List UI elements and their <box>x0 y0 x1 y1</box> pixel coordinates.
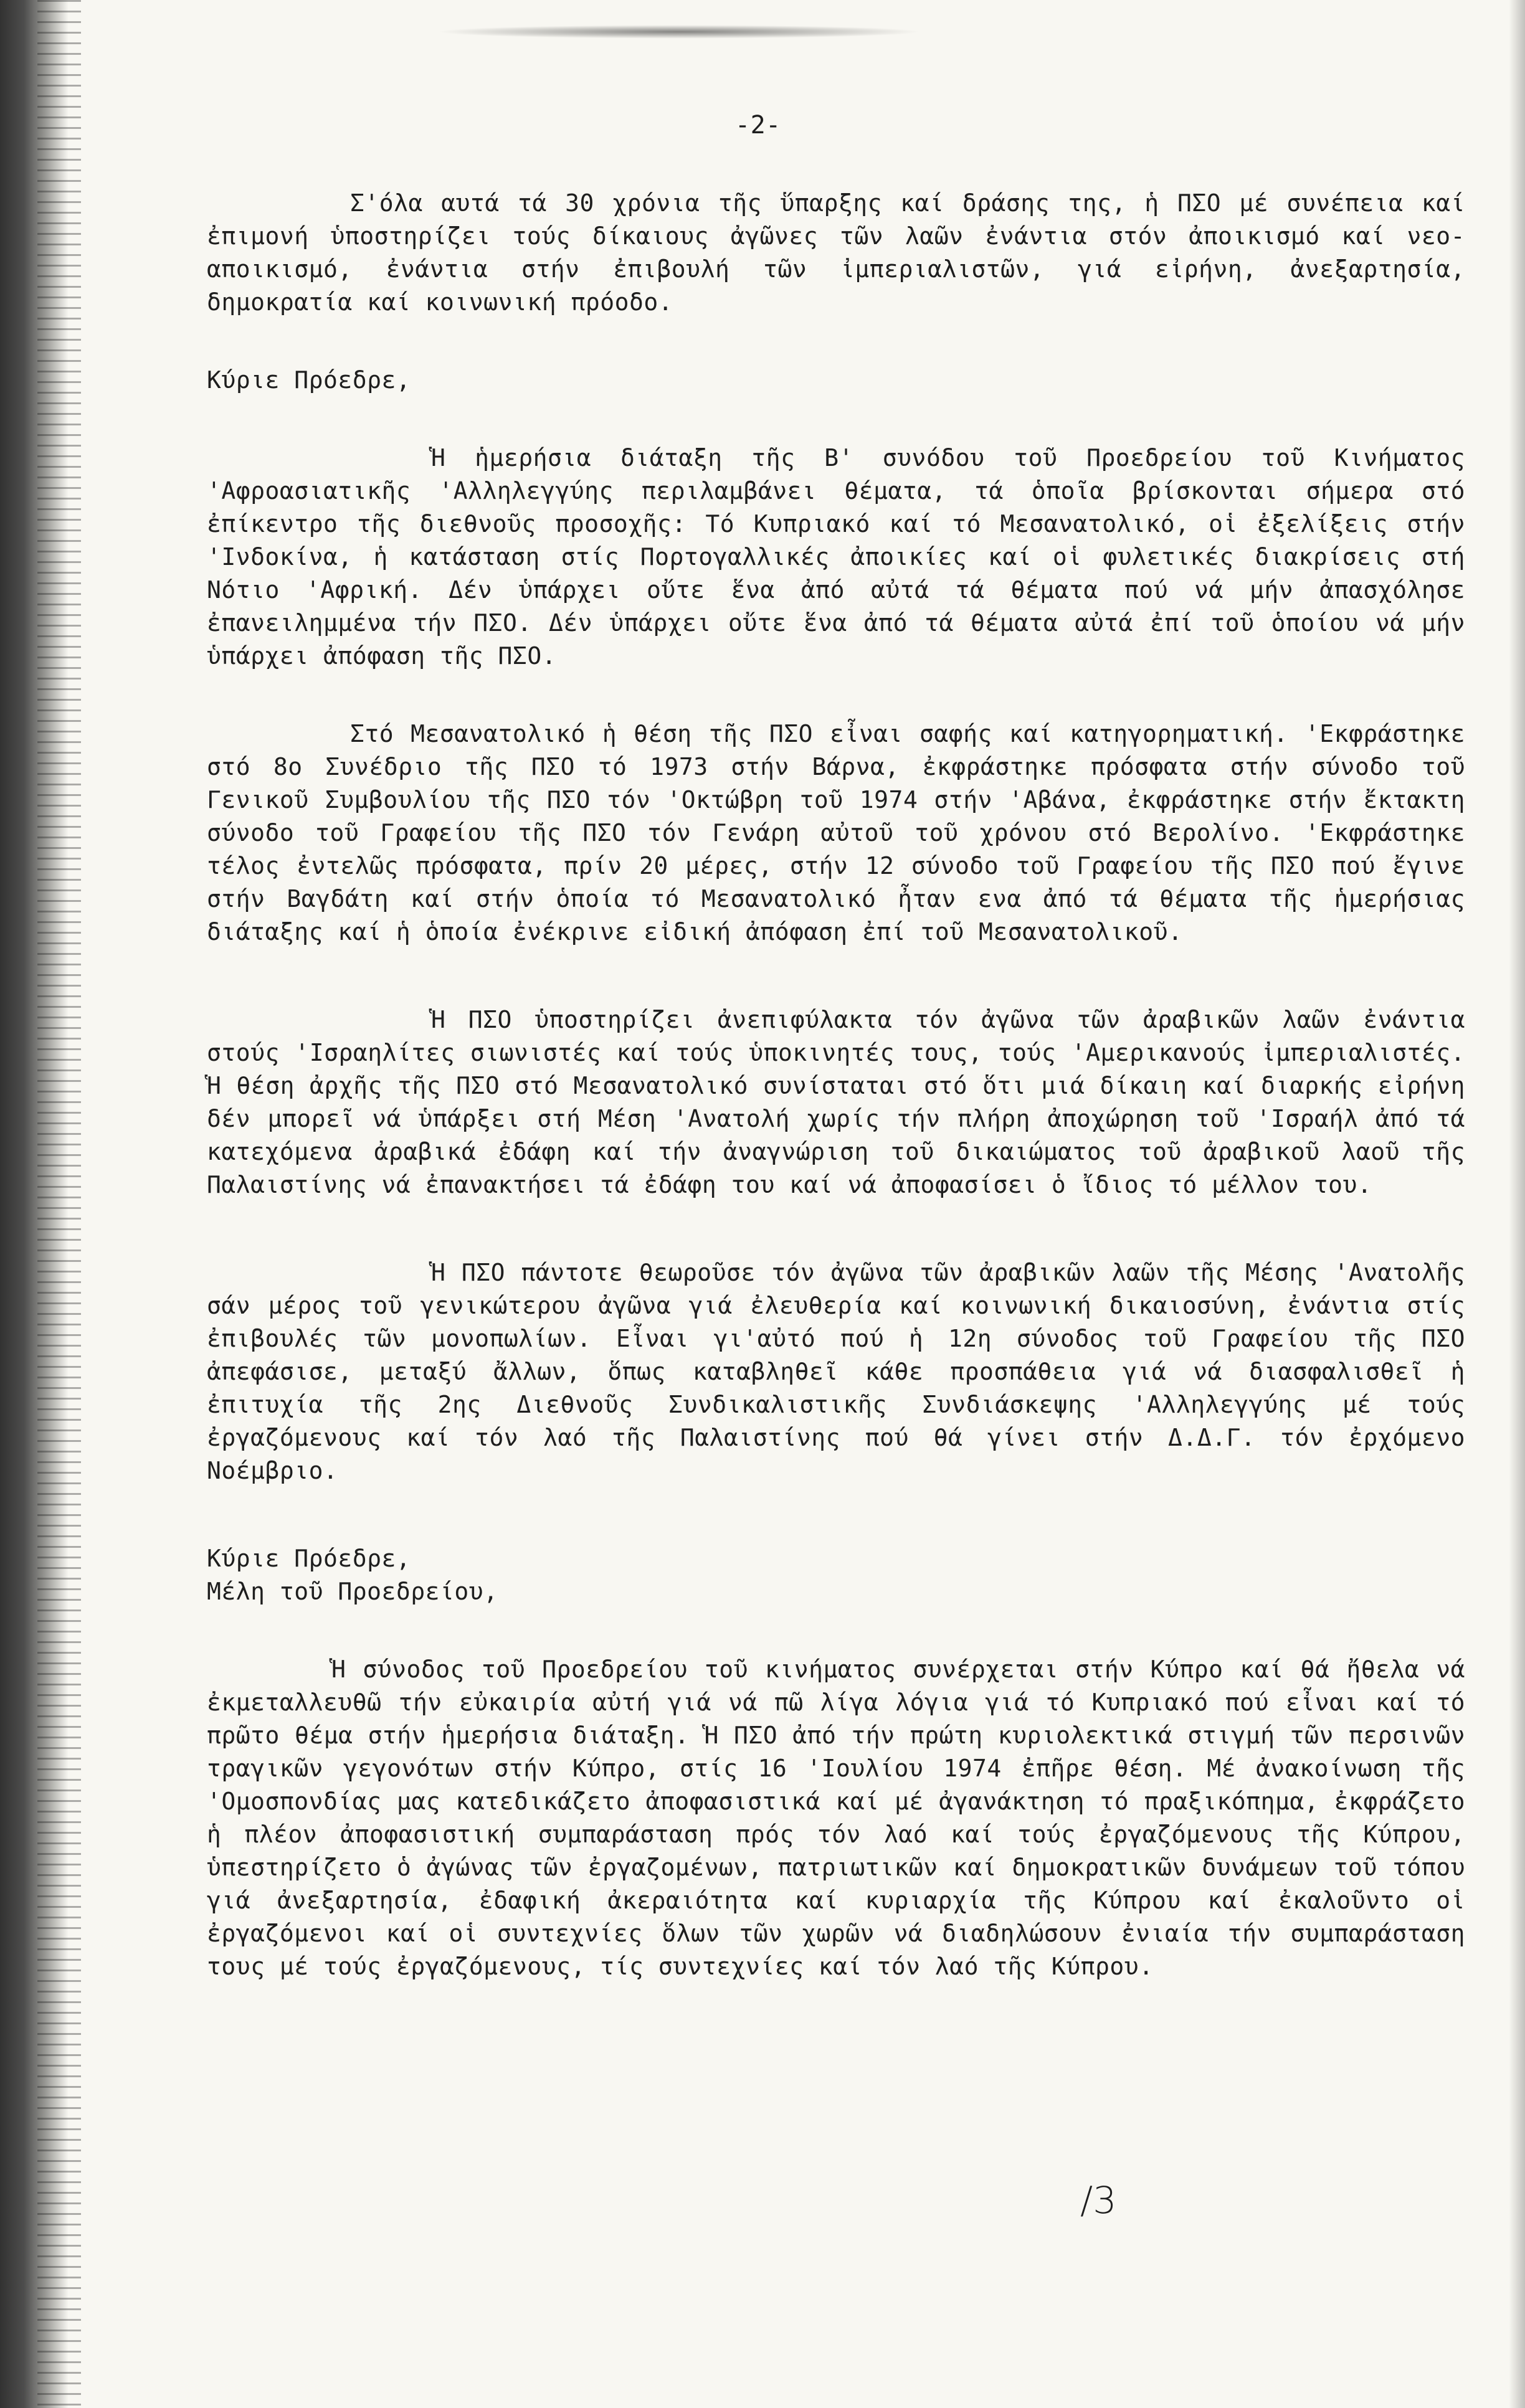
paragraph-agenda: Ἡ ἡμερήσια διάταξη τῆς Β' συνόδου τοῦ Προεδρείου τοῦ Κινήματος 'Αφροασιατικῆς 'Αλληλεγγύης περιλαμβάνει θέματα, τά ὁποῖα βρίσκονται σήμερα στό ἐπίκεντρο τῆς διεθνοῦς προσοχῆς: Τό Κυπριακό καί τό Μεσανατολικό, οἱ ἐξελίξεις στήν 'Ινδοκίνα, ἡ κατάσταση στίς Πορτογαλλικές ἀποικίες καί οἱ φυλετικές διακρίσεις στή Νότιο 'Αφρική. Δέν ὑπάρχει οὔτε ἕνα ἀπό αὐτά τά θέματα πού νά μήν ἀπασχόλησε ἐπανειλημμένα τήν ΠΣΟ. Δέν ὑπάρχει οὔτε ἕνα ἀπό τά θέματα αὐτά ἐπί τοῦ ὁποίου νά μήν ὑπάρχει ἀπόφαση τῆς ΠΣΟ. <box>207 444 1465 670</box>
paragraph-palestine-conference: Ἡ ΠΣΟ πάντοτε θεωροῦσε τόν ἀγῶνα τῶν ἀραβικῶν λαῶν τῆς Μέσης 'Ανατολῆς σάν μέρος τοῦ γενικώτερου ἀγῶνα γιά ἐλευθερία καί κοινωνική δικαιοσύνη, ἐνάντια στίς ἐπιβουλές τῶν μονοπωλίων. Εἶναι γι'αὐτό πού ἡ 12η σύνοδος τοῦ Γραφείου τῆς ΠΣΟ ἀπεφάσισε, μεταξύ ἄλλων, ὅπως καταβληθεῖ κάθε προσπάθεια γιά νά διασφαλισθεῖ ἡ ἐπιτυχία τῆς 2ης Διεθνοῦς Συνδικαλιστικῆς Συνδιάσκεψης 'Αλληλεγγύης μέ τούς ἐργαζόμενους καί τόν λαό τῆς Παλαιστίνης πού θά γίνει στήν Δ.Δ.Γ. τόν ἐρχόμενο Νοέμβριο. <box>207 1259 1465 1484</box>
scan-top-smudge <box>436 25 922 39</box>
scan-binding-speckle <box>37 0 81 2408</box>
paragraph-middle-east: Στό Μεσανατολικό ἡ θέση τῆς ΠΣΟ εἶναι σαφής καί κατηγορηματική. 'Εκφράστηκε στό 8ο Συνέδριο τῆς ΠΣΟ τό 1973 στήν Βάρνα, ἐκφράστηκε πρόσφατα στήν σύνοδο τοῦ Γενικοῦ Συμβουλίου τῆς ΠΣΟ τόν 'Οκτώβρη τοῦ 1974 στήν 'Αβάνα, ἐκφράστηκε στήν ἔκτακτη σύνοδο τοῦ Γραφείου τῆς ΠΣΟ τόν Γενάρη αὐτοῦ τοῦ χρόνου στό Βερολίνο. 'Εκφράστηκε τέλος ἐντελῶς πρόσφατα, πρίν 20 μέρες, στήν 12 σύνοδο τοῦ Γραφείου τῆς ΠΣΟ πού ἔγινε στήν Βαγδάτη καί στήν ὁποία τό Μεσανατολικό ἦταν ενα ἀπό τά θέματα τῆς ἡμερήσιας διάταξης καί ἡ ὁποία ἐνέκρινε εἰδική ἀπόφαση ἐπί τοῦ Μεσανατολικοῦ. <box>207 720 1465 946</box>
document-body <box>207 187 1465 1983</box>
next-page-mark: /3 <box>1080 2179 1117 2222</box>
salutation-president-2: Κύριε Πρόεδρε, <box>207 1545 411 1572</box>
salutation-members: Μέλη τοῦ Προεδρείου, <box>207 1578 498 1605</box>
paragraph-intro: Σ'όλα αυτά τά 30 χρόνια τῆς ὕπαρξης καί δράσης της, ἡ ΠΣΟ μέ συνέπεια καί ἐπιμονή ὑποστηρίζει τούς δίκαιους ἀγῶνες τῶν λαῶν ἐνάντια στόν ἀποικισμό καί νεο-αποικισμό, ἐνάντια στήν ἐπιβουλή τῶν ἰμπεριαλιστῶν, γιά εἰρήνη, ἀνεξαρτησία, δημοκρατία καί κοινωνική πρόοδο. <box>207 189 1465 316</box>
scan-right-shadow <box>1509 0 1525 2408</box>
salutation-president: Κύριε Πρόεδρε, <box>207 366 411 394</box>
page-number: -2- <box>735 111 781 140</box>
paragraph-arab-struggle: Ἡ ΠΣΟ ὑποστηρίζει ἀνεπιφύλακτα τόν ἀγῶνα τῶν ἀραβικῶν λαῶν ἐνάντια στούς 'Ισραηλίτες σιωνιστές καί τούς ὑποκινητές τους, τούς 'Αμερικανούς ἰμπεριαλιστές. Ἡ θέση ἀρχῆς τῆς ΠΣΟ στό Μεσανατολικό συνίσταται στό ὅτι μιά δίκαιη καί διαρκής εἰρήνη δέν μπορεῖ νά ὑπάρξει στή Μέση 'Ανατολή χωρίς τήν πλήρη ἀποχώρηση τοῦ 'Ισραήλ ἀπό τά κατεχόμενα ἀραβικά ἐδάφη καί τήν ἀναγνώριση τοῦ δικαιώματος τοῦ ἀραβικοῦ λαοῦ τῆς Παλαιστίνης νά ἐπανακτήσει τά ἐδάφη του καί νά ἀποφασίσει ὁ ἴδιος τό μέλλον του. <box>207 1006 1465 1198</box>
paragraph-cyprus: Ἡ σύνοδος τοῦ Προεδρείου τοῦ κινήματος συνέρχεται στήν Κύπρο καί θά ἤθελα νά ἐκμεταλλευθῶ τήν εὐκαιρία αὐτή γιά νά πῶ λίγα λόγια γιά τό Κυπριακό πού εἶναι καί τό πρῶτο θέμα στήν ἡμερήσια διάταξη. Ἡ ΠΣΟ ἀπό τήν πρώτη κυριολεκτικά στιγμή τῶν περσινῶν τραγικῶν γεγονότων στήν Κύπρο, στίς 16 'Ιουλίου 1974 ἐπῆρε θέση. Μέ ἀνακοίνωση τῆς 'Ομοσπονδίας μας κατεδικάζετο ἀποφασιστικά καί μέ ἀγανάκτηση τό πραξικόπημα, ἐκφράζετο ἡ πλέον ἀποφασιστική συμπαράσταση πρός τόν λαό καί τούς ἐργαζόμενους τῆς Κύπρου, ὑπεστηρίζετο ὁ ἀγώνας τῶν ἐργαζομένων, πατριωτικῶν καί δημοκρατικῶν δυνάμεων τοῦ τόπου γιά ἀνεξαρτησία, ἐδαφική ἀκεραιότητα καί κυριαρχία τῆς Κύπρου καί ἐκαλοῦντο οἱ ἐργαζόμενοι καί οἱ συντεχνίες ὅλων τῶν χωρῶν νά διαδηλώσουν ἐνιαία τήν συμπαράσταση τους μέ τούς ἐργαζόμενους, τίς συντεχνίες καί τόν λαό τῆς Κύπρου. <box>207 1656 1465 1980</box>
